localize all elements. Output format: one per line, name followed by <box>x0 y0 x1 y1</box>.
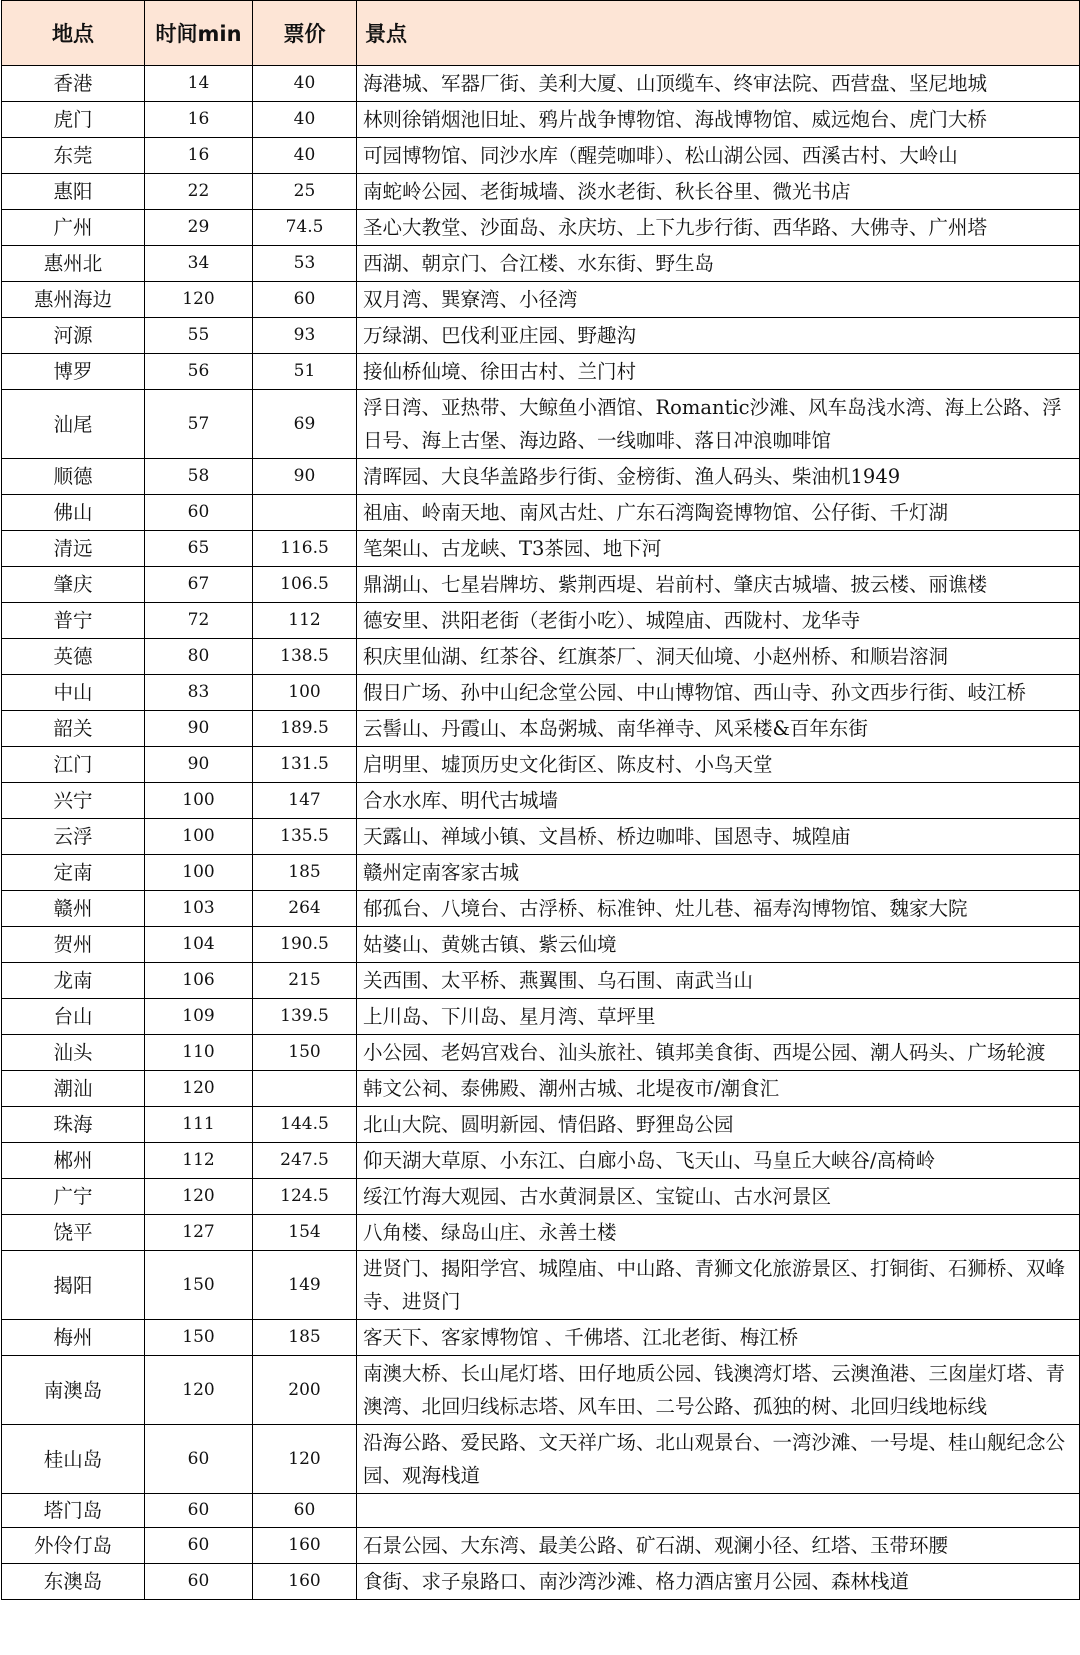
cell-time: 22 <box>145 174 253 210</box>
cell-time: 60 <box>145 1494 253 1528</box>
cell-time: 150 <box>145 1251 253 1320</box>
table-row <box>2 1251 1080 1320</box>
cell-price: 40 <box>253 138 357 174</box>
cell-place: 定南 <box>2 855 145 891</box>
table-row <box>2 963 1080 999</box>
cell-price: 131.5 <box>253 747 357 783</box>
cell-spots: 祖庙、岭南天地、南风古灶、广东石湾陶瓷博物馆、公仔街、千灯湖 <box>357 495 1080 531</box>
cell-time: 60 <box>145 1425 253 1494</box>
table-row <box>2 354 1080 390</box>
table-row <box>2 246 1080 282</box>
cell-time: 56 <box>145 354 253 390</box>
cell-time: 111 <box>145 1107 253 1143</box>
cell-place: 台山 <box>2 999 145 1035</box>
cell-time: 120 <box>145 1356 253 1425</box>
cell-time: 104 <box>145 927 253 963</box>
cell-spots: 关西围、太平桥、燕翼围、乌石围、南武当山 <box>357 963 1080 999</box>
cell-place: 惠阳 <box>2 174 145 210</box>
cell-spots: 启明里、墟顶历史文化街区、陈皮村、小鸟天堂 <box>357 747 1080 783</box>
cell-place: 河源 <box>2 318 145 354</box>
cell-spots: 郁孤台、八境台、古浮桥、标准钟、灶儿巷、福寿沟博物馆、魏家大院 <box>357 891 1080 927</box>
cell-price: 138.5 <box>253 639 357 675</box>
cell-place: 英德 <box>2 639 145 675</box>
cell-place: 龙南 <box>2 963 145 999</box>
cell-price: 25 <box>253 174 357 210</box>
cell-price: 40 <box>253 66 357 102</box>
cell-time: 14 <box>145 66 253 102</box>
cell-time: 67 <box>145 567 253 603</box>
cell-price: 51 <box>253 354 357 390</box>
cell-spots: 北山大院、圆明新园、情侣路、野狸岛公园 <box>357 1107 1080 1143</box>
cell-price: 112 <box>253 603 357 639</box>
cell-time: 55 <box>145 318 253 354</box>
table-row <box>2 318 1080 354</box>
cell-time: 120 <box>145 1071 253 1107</box>
cell-price: 93 <box>253 318 357 354</box>
table-row <box>2 102 1080 138</box>
table-row <box>2 639 1080 675</box>
cell-price: 160 <box>253 1528 357 1564</box>
cell-place: 韶关 <box>2 711 145 747</box>
cell-spots: 西湖、朝京门、合江楼、水东街、野生岛 <box>357 246 1080 282</box>
cell-time: 100 <box>145 783 253 819</box>
cell-spots: 可园博物馆、同沙水库（醒莞咖啡）、松山湖公园、西溪古村、大岭山 <box>357 138 1080 174</box>
cell-price <box>253 1071 357 1107</box>
table-row <box>2 891 1080 927</box>
cell-time: 16 <box>145 138 253 174</box>
table-row <box>2 1215 1080 1251</box>
table-row <box>2 675 1080 711</box>
cell-place: 揭阳 <box>2 1251 145 1320</box>
cell-time: 90 <box>145 747 253 783</box>
cell-price: 264 <box>253 891 357 927</box>
cell-time: 29 <box>145 210 253 246</box>
cell-place: 博罗 <box>2 354 145 390</box>
cell-place: 顺德 <box>2 459 145 495</box>
cell-time: 127 <box>145 1215 253 1251</box>
table-row <box>2 1143 1080 1179</box>
cell-time: 112 <box>145 1143 253 1179</box>
table-row <box>2 1494 1080 1528</box>
cell-price: 215 <box>253 963 357 999</box>
cell-price: 135.5 <box>253 819 357 855</box>
cell-time: 16 <box>145 102 253 138</box>
table-row <box>2 210 1080 246</box>
cell-spots: 积庆里仙湖、红茶谷、红旗茶厂、洞天仙境、小赵州桥、和顺岩溶洞 <box>357 639 1080 675</box>
cell-price <box>253 495 357 531</box>
table-row <box>2 1425 1080 1494</box>
cell-place: 赣州 <box>2 891 145 927</box>
cell-place: 兴宁 <box>2 783 145 819</box>
cell-place: 广州 <box>2 210 145 246</box>
cell-spots: 进贤门、揭阳学宫、城隍庙、中山路、青狮文化旅游景区、打铜街、石狮桥、双峰寺、进贤门 <box>357 1251 1080 1320</box>
cell-place: 虎门 <box>2 102 145 138</box>
cell-time: 109 <box>145 999 253 1035</box>
cell-place: 汕头 <box>2 1035 145 1071</box>
cell-spots: 海港城、军器厂街、美利大厦、山顶缆车、终审法院、西营盘、坚尼地城 <box>357 66 1080 102</box>
cell-spots: 小公园、老妈宫戏台、汕头旅社、镇邦美食街、西堤公园、潮人码头、广场轮渡 <box>357 1035 1080 1071</box>
table-row <box>2 855 1080 891</box>
cell-time: 80 <box>145 639 253 675</box>
cell-price: 160 <box>253 1564 357 1600</box>
cell-place: 外伶仃岛 <box>2 1528 145 1564</box>
cell-spots: 天露山、禅域小镇、文昌桥、桥边咖啡、国恩寺、城隍庙 <box>357 819 1080 855</box>
cell-time: 110 <box>145 1035 253 1071</box>
cell-spots: 云髻山、丹霞山、本岛粥城、南华禅寺、风采楼&百年东街 <box>357 711 1080 747</box>
cell-time: 150 <box>145 1320 253 1356</box>
table-row <box>2 495 1080 531</box>
cell-place: 香港 <box>2 66 145 102</box>
table-row <box>2 999 1080 1035</box>
cell-time: 90 <box>145 711 253 747</box>
header-spots: 景点 <box>357 1 1080 66</box>
cell-price: 190.5 <box>253 927 357 963</box>
table-row <box>2 1320 1080 1356</box>
cell-time: 100 <box>145 819 253 855</box>
table-row <box>2 819 1080 855</box>
cell-price: 144.5 <box>253 1107 357 1143</box>
table-row <box>2 138 1080 174</box>
cell-place: 贺州 <box>2 927 145 963</box>
cell-spots: 万绿湖、巴伐利亚庄园、野趣沟 <box>357 318 1080 354</box>
cell-spots <box>357 1494 1080 1528</box>
cell-spots: 石景公园、大东湾、最美公路、矿石湖、观澜小径、红塔、玉带环腰 <box>357 1528 1080 1564</box>
cell-time: 72 <box>145 603 253 639</box>
table-body <box>2 66 1080 1600</box>
cell-place: 汕尾 <box>2 390 145 459</box>
cell-place: 惠州海边 <box>2 282 145 318</box>
table-row <box>2 1107 1080 1143</box>
cell-place: 梅州 <box>2 1320 145 1356</box>
cell-price: 200 <box>253 1356 357 1425</box>
cell-spots: 清晖园、大良华盖路步行街、金榜街、渔人码头、柴油机1949 <box>357 459 1080 495</box>
cell-spots: 食街、求子泉路口、南沙湾沙滩、格力酒店蜜月公园、森林栈道 <box>357 1564 1080 1600</box>
cell-price: 149 <box>253 1251 357 1320</box>
cell-place: 佛山 <box>2 495 145 531</box>
cell-spots: 南澳大桥、长山尾灯塔、田仔地质公园、钱澳湾灯塔、云澳渔港、三囱崖灯塔、青澳湾、北回归线标志塔、风车田、二号公路、孤独的树、北回归线地标线 <box>357 1356 1080 1425</box>
cell-spots: 姑婆山、黄姚古镇、紫云仙境 <box>357 927 1080 963</box>
cell-time: 106 <box>145 963 253 999</box>
cell-price: 150 <box>253 1035 357 1071</box>
cell-price: 116.5 <box>253 531 357 567</box>
cell-spots: 上川岛、下川岛、星月湾、草坪里 <box>357 999 1080 1035</box>
cell-place: 东澳岛 <box>2 1564 145 1600</box>
cell-place: 云浮 <box>2 819 145 855</box>
cell-spots: 八角楼、绿岛山庄、永善土楼 <box>357 1215 1080 1251</box>
cell-price: 60 <box>253 282 357 318</box>
cell-spots: 南蛇岭公园、老街城墙、淡水老街、秋长谷里、微光书店 <box>357 174 1080 210</box>
cell-spots: 客天下、客家博物馆 、千佛塔、江北老街、梅江桥 <box>357 1320 1080 1356</box>
table-row <box>2 282 1080 318</box>
table-row <box>2 1356 1080 1425</box>
cell-place: 塔门岛 <box>2 1494 145 1528</box>
cell-price: 189.5 <box>253 711 357 747</box>
table-row <box>2 174 1080 210</box>
table-row <box>2 1071 1080 1107</box>
cell-place: 郴州 <box>2 1143 145 1179</box>
cell-time: 57 <box>145 390 253 459</box>
cell-place: 桂山岛 <box>2 1425 145 1494</box>
cell-time: 60 <box>145 1528 253 1564</box>
cell-price: 60 <box>253 1494 357 1528</box>
cell-price: 154 <box>253 1215 357 1251</box>
cell-time: 65 <box>145 531 253 567</box>
table-row <box>2 711 1080 747</box>
cell-place: 普宁 <box>2 603 145 639</box>
cell-time: 60 <box>145 495 253 531</box>
cell-spots: 鼎湖山、七星岩牌坊、紫荆西堤、岩前村、肇庆古城墙、披云楼、丽谯楼 <box>357 567 1080 603</box>
cell-spots: 绥江竹海大观园、古水黄洞景区、宝锭山、古水河景区 <box>357 1179 1080 1215</box>
cell-spots: 仰天湖大草原、小东江、白廊小岛、飞天山、马皇丘大峡谷/高椅岭 <box>357 1143 1080 1179</box>
cell-spots: 接仙桥仙境、徐田古村、兰门村 <box>357 354 1080 390</box>
table-row <box>2 603 1080 639</box>
attractions-table <box>1 0 1080 1600</box>
cell-place: 饶平 <box>2 1215 145 1251</box>
cell-place: 肇庆 <box>2 567 145 603</box>
table-row <box>2 1528 1080 1564</box>
cell-price: 185 <box>253 1320 357 1356</box>
table-row <box>2 390 1080 459</box>
cell-price: 124.5 <box>253 1179 357 1215</box>
header-place: 地点 <box>2 1 145 66</box>
cell-time: 58 <box>145 459 253 495</box>
cell-spots: 德安里、洪阳老街（老街小吃）、城隍庙、西陇村、龙华寺 <box>357 603 1080 639</box>
cell-price: 139.5 <box>253 999 357 1035</box>
cell-time: 120 <box>145 1179 253 1215</box>
table-row <box>2 1564 1080 1600</box>
cell-place: 广宁 <box>2 1179 145 1215</box>
table-row <box>2 1035 1080 1071</box>
header-row <box>2 1 1080 66</box>
header-price: 票价 <box>253 1 357 66</box>
cell-price: 100 <box>253 675 357 711</box>
cell-place: 江门 <box>2 747 145 783</box>
table-row <box>2 1179 1080 1215</box>
cell-spots: 假日广场、孙中山纪念堂公园、中山博物馆、西山寺、孙文西步行街、岐江桥 <box>357 675 1080 711</box>
cell-spots: 浮日湾、亚热带、大鲸鱼小酒馆、Romantic沙滩、风车岛浅水湾、海上公路、浮日号、海上古堡、海边路、一线咖啡、落日冲浪咖啡馆 <box>357 390 1080 459</box>
cell-spots: 赣州定南客家古城 <box>357 855 1080 891</box>
header-time: 时间min <box>145 1 253 66</box>
table-row <box>2 927 1080 963</box>
cell-place: 清远 <box>2 531 145 567</box>
cell-time: 100 <box>145 855 253 891</box>
cell-place: 东莞 <box>2 138 145 174</box>
cell-price: 185 <box>253 855 357 891</box>
cell-time: 103 <box>145 891 253 927</box>
cell-spots: 沿海公路、爱民路、文天祥广场、北山观景台、一湾沙滩、一号堤、桂山舰纪念公园、观海栈道 <box>357 1425 1080 1494</box>
cell-spots: 笔架山、古龙峡、T3茶园、地下河 <box>357 531 1080 567</box>
cell-price: 74.5 <box>253 210 357 246</box>
cell-time: 120 <box>145 282 253 318</box>
cell-place: 珠海 <box>2 1107 145 1143</box>
table-row <box>2 747 1080 783</box>
cell-place: 中山 <box>2 675 145 711</box>
cell-place: 惠州北 <box>2 246 145 282</box>
cell-price: 247.5 <box>253 1143 357 1179</box>
cell-spots: 圣心大教堂、沙面岛、永庆坊、上下九步行街、西华路、大佛寺、广州塔 <box>357 210 1080 246</box>
table-row <box>2 783 1080 819</box>
cell-spots: 双月湾、巽寮湾、小径湾 <box>357 282 1080 318</box>
cell-time: 34 <box>145 246 253 282</box>
cell-price: 90 <box>253 459 357 495</box>
cell-place: 南澳岛 <box>2 1356 145 1425</box>
cell-spots: 合水水库、明代古城墙 <box>357 783 1080 819</box>
table-row <box>2 531 1080 567</box>
cell-price: 69 <box>253 390 357 459</box>
cell-spots: 韩文公祠、泰佛殿、潮州古城、北堤夜市/潮食汇 <box>357 1071 1080 1107</box>
cell-price: 106.5 <box>253 567 357 603</box>
cell-time: 60 <box>145 1564 253 1600</box>
table-row <box>2 567 1080 603</box>
cell-price: 40 <box>253 102 357 138</box>
table-row <box>2 459 1080 495</box>
cell-price: 147 <box>253 783 357 819</box>
cell-spots: 林则徐销烟池旧址、鸦片战争博物馆、海战博物馆、威远炮台、虎门大桥 <box>357 102 1080 138</box>
cell-price: 53 <box>253 246 357 282</box>
cell-price: 120 <box>253 1425 357 1494</box>
cell-time: 83 <box>145 675 253 711</box>
cell-place: 潮汕 <box>2 1071 145 1107</box>
table-row <box>2 66 1080 102</box>
